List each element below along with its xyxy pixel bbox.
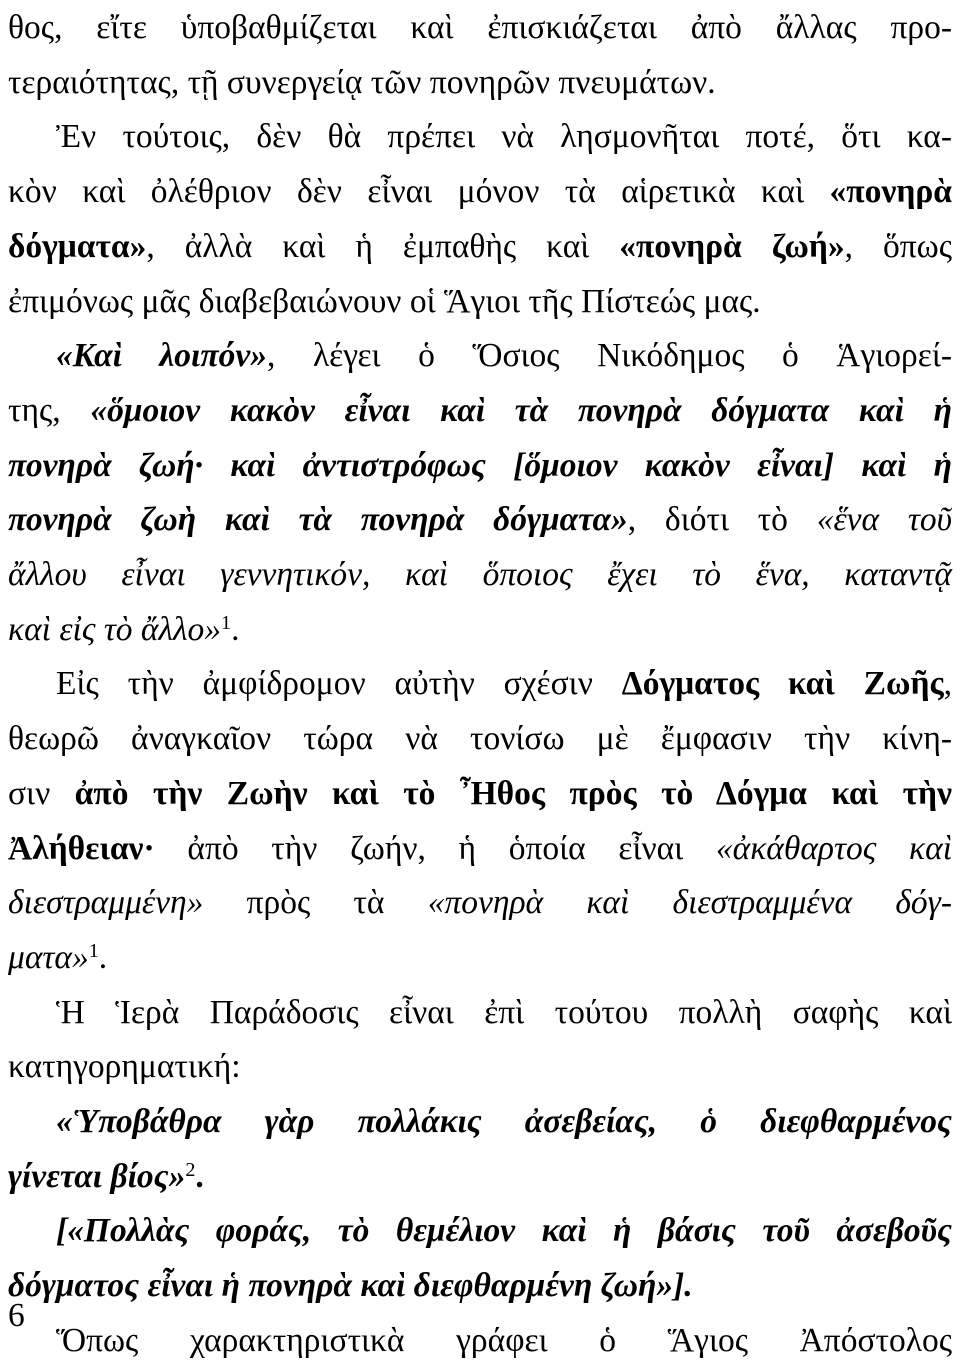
- text-segment: γίνεται βίος»: [8, 1157, 186, 1195]
- footnote-ref: 2: [185, 1158, 196, 1181]
- text-line: [8, 109, 952, 165]
- text-segment: κὸν καὶ ὀλέθριον δὲν εἶναι μόνον τὰ αἱρετικὰ καὶ: [8, 173, 830, 211]
- text-segment: , ἀλλὰ καὶ ἡ ἐμπαθὴς καὶ: [146, 227, 620, 265]
- text-segment: «Ὑποβάθρα γὰρ πολλάκις ἀσεβείας, ὁ διεφθαρμένος: [56, 1103, 952, 1140]
- text-segment: της,: [8, 391, 91, 429]
- text-segment: «Καὶ λοιπόν»: [56, 337, 268, 375]
- text-line: [8, 547, 952, 603]
- text-segment: ἐπιμόνως μᾶς διαβεβαιώνουν οἱ Ἅγιοι τῆς Πίστεώς μας.: [8, 282, 761, 320]
- text-line: [8, 1039, 952, 1095]
- text-segment: πρὸς τὰ: [203, 884, 428, 922]
- text-segment: τεραιότητας, τῇ συνεργείᾳ τῶν πονηρῶν πνευμάτων.: [8, 63, 716, 101]
- text-segment: , λέγει ὁ Ὅσιος Νικόδημος ὁ Ἁγιορεί-: [267, 337, 952, 375]
- text-segment: Ἡ Ἱερὰ Παράδοσις εἶναι ἐπὶ τούτου πολλὴ σαφὴς καὶ: [56, 993, 952, 1031]
- text-segment: «πονηρὰ καὶ διεστραμμένα δόγ-: [427, 884, 952, 922]
- text-line: [8, 875, 952, 931]
- text-segment: , ὅπως: [844, 227, 952, 265]
- text-line: [8, 383, 952, 439]
- text-line: [8, 274, 952, 330]
- text-line: [8, 1149, 952, 1205]
- text-segment: διεστραμμένη»: [8, 884, 204, 922]
- text-segment: «ὅμοιον κακὸν εἶναι καὶ τὰ πονηρὰ δόγματα καὶ ἡ: [90, 391, 952, 429]
- text-segment: «πονηρὰ: [829, 173, 952, 211]
- text-segment: , διότι τὸ: [627, 501, 817, 539]
- text-line: [8, 219, 952, 275]
- text-segment: Ὅπως χαρακτηριστικὰ γράφει ὁ Ἅγιος Ἀπόστολος: [56, 1321, 952, 1359]
- text-line: [8, 1203, 952, 1259]
- text-segment: δόγματα»: [8, 227, 147, 265]
- text-segment: «ἕνα τοῦ: [816, 501, 952, 539]
- text-page: [8, 0, 953, 1359]
- text-line: [8, 438, 952, 494]
- text-segment: ,: [943, 665, 952, 703]
- text-line: [8, 930, 952, 986]
- text-segment: [«Πολλὰς φοράς, τὸ θεμέλιον καὶ ἡ βάσις τοῦ ἀσεβοῦς: [56, 1212, 952, 1250]
- text-segment: Ἀλήθειαν·: [8, 829, 155, 867]
- text-segment: πονηρὰ ζωή· καὶ ἀντιστρόφως [ὅμοιον κακὸν εἶναι] καὶ ἡ: [8, 446, 952, 484]
- text-line: [8, 766, 952, 822]
- text-segment: ἀπὸ τὴν ζωήν, ἡ ὁποία εἶναι: [154, 829, 716, 867]
- text-line: [8, 328, 952, 384]
- text-line: [8, 0, 952, 56]
- text-line: [8, 1258, 952, 1314]
- text-segment: πονηρὰ ζωὴ καὶ τὰ πονηρὰ δόγματα»: [8, 501, 628, 539]
- text-line: [8, 492, 952, 548]
- footnote-ref: 1: [221, 611, 232, 634]
- text-line: [8, 164, 952, 220]
- text-line: [8, 711, 952, 767]
- text-segment: Ἐν τούτοις, δὲν θὰ πρέπει νὰ λησμονῆται ποτέ, ὅτι κα-: [56, 118, 952, 156]
- text-segment: ματα»: [8, 938, 89, 976]
- footnote-ref: 1: [88, 939, 99, 962]
- text-segment: σιν: [8, 774, 75, 812]
- text-segment: «πονηρὰ ζωή»: [619, 227, 845, 265]
- text-segment: .: [98, 938, 108, 976]
- text-segment: καὶ εἰς τὸ ἄλλο»: [8, 610, 222, 648]
- text-segment: ἀπὸ τὴν Ζωὴν καὶ τὸ Ἦθος πρὸς τὸ Δόγμα καὶ τὴν: [74, 774, 953, 812]
- text-segment: θεωρῶ ἀναγκαῖον τώρα νὰ τονίσω μὲ ἔμφασιν τὴν κίνη-: [8, 720, 952, 758]
- text-segment: .: [195, 1157, 204, 1195]
- text-segment: θος, εἴτε ὑποβαθμίζεται καὶ ἐπισκιάζεται ἀπὸ ἄλλας προ-: [8, 9, 952, 46]
- page-number: 6: [8, 1297, 25, 1334]
- text-segment: δόγματος εἶναι ἡ πονηρὰ καὶ διεφθαρμένη ζωή»].: [8, 1267, 693, 1305]
- text-line: [8, 985, 952, 1041]
- text-segment: Εἰς τὴν ἀμφίδρομον αὐτὴν σχέσιν: [56, 665, 622, 703]
- text-segment: κατηγορηματική:: [8, 1048, 241, 1086]
- text-segment: «ἀκάθαρτος καὶ: [715, 829, 952, 867]
- text-segment: Δόγματος καὶ Ζωῆς: [621, 665, 944, 703]
- text-segment: .: [231, 610, 240, 648]
- text-line: [8, 1094, 952, 1150]
- text-segment: ἄλλου εἶναι γεννητικόν, καὶ ὅποιος ἔχει τὸ ἕνα, καταντᾷ: [8, 556, 952, 593]
- text-line: [8, 821, 952, 877]
- text-line: [8, 1313, 952, 1369]
- text-line: [8, 602, 952, 658]
- text-line: [8, 656, 952, 712]
- text-line: [8, 55, 952, 111]
